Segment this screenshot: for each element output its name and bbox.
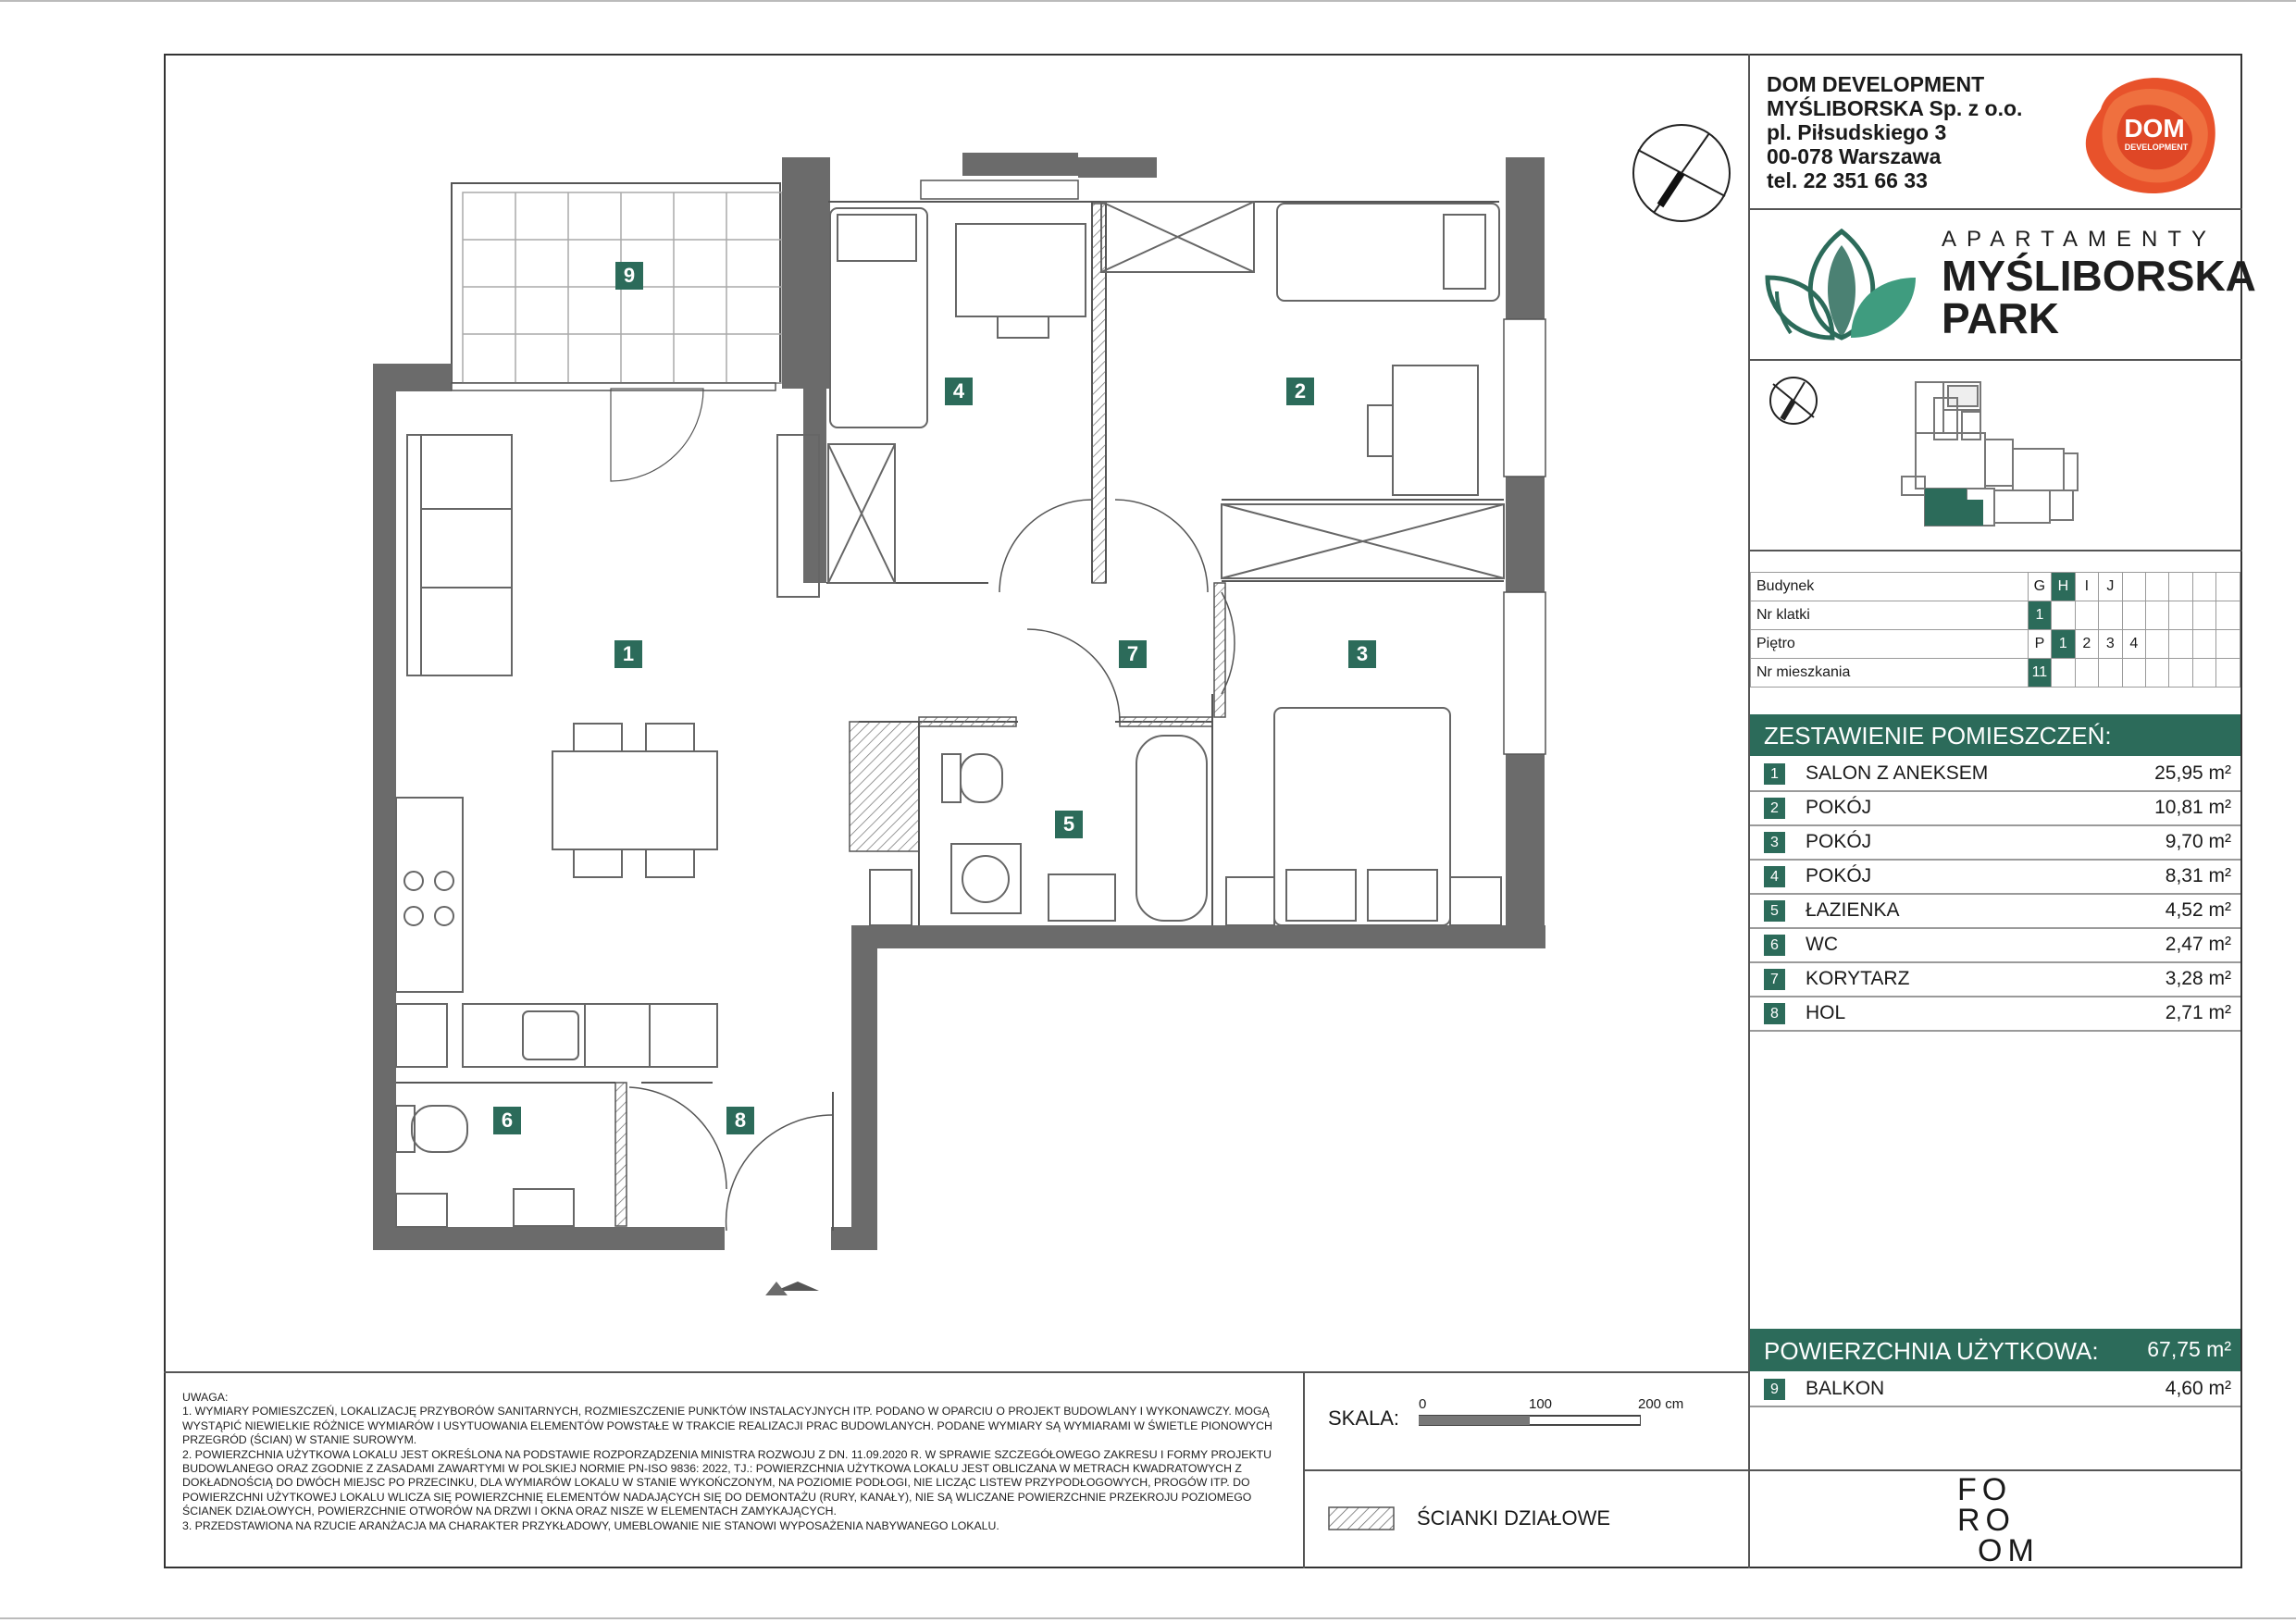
building-key-plan <box>1897 375 2082 537</box>
dom-development-logo <box>2082 72 2226 197</box>
balcony-row <box>1750 1372 2240 1407</box>
info-cell <box>2052 601 2075 630</box>
info-cell: G <box>2028 573 2051 601</box>
info-cell <box>2146 659 2169 688</box>
room-tag-7: 7 <box>1119 640 1147 668</box>
info-cell: P <box>2028 630 2051 659</box>
room-tag-1: 1 <box>614 640 642 668</box>
info-cell <box>2146 601 2169 630</box>
notes-block <box>182 1391 1288 1533</box>
north-compass-icon <box>1631 122 1732 224</box>
room-name: POKÓJ <box>1806 865 1872 886</box>
info-cell <box>2216 659 2240 688</box>
scale-tick-100: 100 <box>1529 1396 1553 1412</box>
room-tag-5: 5 <box>1055 811 1083 838</box>
room-row <box>1750 791 2240 826</box>
room-tag-6: 6 <box>493 1107 521 1134</box>
bottom-rule <box>0 1617 2296 1619</box>
room-name: POKÓJ <box>1806 797 1872 818</box>
info-cell <box>2146 630 2169 659</box>
scale-tick-0: 0 <box>1419 1396 1427 1412</box>
apartment-info-table <box>1750 572 2240 688</box>
scale-bar <box>1419 1414 1641 1427</box>
info-cell: H <box>2052 573 2075 601</box>
room-row <box>1750 997 2240 1032</box>
info-cell <box>2122 659 2145 688</box>
info-cell <box>2169 659 2192 688</box>
room-area: 9,70 m² <box>2165 831 2231 852</box>
info-cell <box>2099 601 2122 630</box>
info-row-label: Budynek <box>1751 573 2029 601</box>
developer-info <box>1767 72 2022 192</box>
room-row <box>1750 928 2240 963</box>
partition-wall-swatch <box>1328 1506 1395 1530</box>
scale-label: SKALA: <box>1328 1406 1400 1430</box>
info-cell <box>2169 601 2192 630</box>
info-cell <box>2216 630 2240 659</box>
info-cell <box>2146 573 2169 601</box>
info-cell: 11 <box>2028 659 2051 688</box>
info-cell <box>2122 573 2145 601</box>
balcony-area: 4,60 m² <box>2165 1378 2231 1399</box>
room-tag-9: 9 <box>615 262 643 290</box>
note-item-2: 2. POWIERZCHNIA UŻYTKOWA LOKALU JEST OKREŚLONA NA PODSTAWIE ROZPORZĄDZENIA MINISTRA ROZWOJU Z DN. 11.09.2020 R. W SPRAWIE SZCZEGÓŁOWEGO ZAKRESU I FORMY PROJEKTU BUDOWLANEGO ORAZ ZGODNIE Z ZASADAMI ZAWARTYMI W POLSKIEJ NORMIE PN-ISO 9836: 2022, TJ.: POWIERZCHNIA UŻYTKOWA LOKALU JEST OBLICZANA W METRACH KWADRATOWYCH Z DOKŁADNOŚCIĄ DO DWÓCH MIEJSC PO PRZECINKU, DLA WYMIARÓW LOKALU W STANIE WYKOŃCZONYM, NA POZIOMIE PODŁOGI, NIE LICZĄC LISTEW PRZYPODŁOGOWYCH, PROGÓW ITP. DO POWIERZCHNI UŻYTKOWEJ LOKALU WLICZA SIĘ POWIERZCHNIĘ ELEMENTÓW NADAJĄCYCH SIĘ DO DEMONTAŻU (RURY, KANAŁY), NIE SĄ WLICZANE POWIERZCHNIE PRZEKROJU POZIOMEGO ŚCIANEK DZIAŁOWYCH, POWIERZCHNIE OTWORÓW NA DRZWI I OKNA ORAZ NISZE W ELEMENTACH ZAMYKAJĄCYCH. <box>182 1447 1272 1518</box>
room-number: 2 <box>1764 798 1785 819</box>
room-row <box>1750 894 2240 929</box>
note-item-1: 1. WYMIARY POMIESZCZEŃ, LOKALIZACJĘ PRZYBORÓW SANITARNYCH, ROZMIESZCZENIE PUNKTÓW INSTALACYJNYCH ITP. PODANO W OPARCIU O PROJEKT BUDOWLANY I WYKONAWCZY. MOGĄ WYSTĄPIĆ NIEWIELKIE RÓŻNICE WYMIARÓW I USYTUOWANIA ELEMENTÓW POWSTAŁE W TRAKCIE REALIZACJI PRAC BUDOWLANYCH. PODANE WYMIARY SĄ WYMIARAMI W ŚWIETLE PIONOWYCH PRZEGRÓD (ŚCIAN) W STANIE SUROWYM. <box>182 1405 1272 1447</box>
room-tag-3: 3 <box>1348 640 1376 668</box>
developer-company: MYŚLIBORSKA Sp. z o.o. <box>1767 96 2023 120</box>
project-line3: PARK <box>1942 294 2059 342</box>
info-row <box>1751 630 2240 659</box>
room-number: 4 <box>1764 866 1785 887</box>
scale-tick-200: 200 cm <box>1638 1396 1684 1412</box>
developer-city: 00-078 Warszawa <box>1767 144 1942 168</box>
info-cell <box>2052 659 2075 688</box>
header-divider <box>1748 208 2242 210</box>
total-area-value: 67,75 m² <box>2147 1337 2231 1361</box>
info-cell: 4 <box>2122 630 2145 659</box>
room-tag-4: 4 <box>945 378 973 405</box>
info-cell <box>2216 573 2240 601</box>
notes-divider <box>164 1371 1749 1373</box>
room-number: 7 <box>1764 969 1785 990</box>
info-row-label: Piętro <box>1751 630 2029 659</box>
room-area: 2,47 m² <box>2165 934 2231 955</box>
room-row <box>1750 757 2240 792</box>
room-row <box>1750 860 2240 895</box>
notes-title: UWAGA: <box>182 1391 229 1404</box>
room-name: POKÓJ <box>1806 831 1872 852</box>
room-number: 5 <box>1764 900 1785 922</box>
room-area: 4,52 m² <box>2165 899 2231 921</box>
logo-bottom-text: DEVELOPMENT <box>2124 142 2189 152</box>
total-area-bar <box>1750 1329 2240 1371</box>
logo-divider <box>1748 359 2242 361</box>
project-line2: MYŚLIBORSKA <box>1942 252 2256 300</box>
keyplan-divider <box>1748 550 2242 551</box>
info-cell <box>2216 601 2240 630</box>
developer-name: DOM DEVELOPMENT <box>1767 72 1985 96</box>
room-name: WC <box>1806 934 1838 955</box>
foroom-line1: FO <box>1957 1472 2013 1507</box>
info-cell <box>2122 601 2145 630</box>
room-name: HOL <box>1806 1002 1846 1023</box>
info-cell: I <box>2075 573 2098 601</box>
foroom-logo <box>1957 1472 2040 1568</box>
info-row-label: Nr klatki <box>1751 601 2029 630</box>
info-cell: J <box>2099 573 2122 601</box>
room-name: SALON Z ANEKSEM <box>1806 762 1989 784</box>
room-number: 3 <box>1764 832 1785 853</box>
compass-small-icon <box>1768 375 1819 427</box>
room-number: 8 <box>1764 1003 1785 1024</box>
developer-phone: tel. 22 351 66 33 <box>1767 168 1928 192</box>
note-item-3: 3. PRZEDSTAWIONA NA RZUCIE ARANŻACJA MA CHARAKTER PRZYKŁADOWY, UMEBLOWANIE NIE STANOWI WYPOSAŻENIA NABYWANEGO LOKALU. <box>182 1518 999 1532</box>
info-cell <box>2169 573 2192 601</box>
balcony-number: 9 <box>1764 1379 1785 1400</box>
balcony-name: BALKON <box>1806 1378 1885 1399</box>
rooms-summary-title: ZESTAWIENIE POMIESZCZEŃ: <box>1764 722 2112 750</box>
info-cell: 1 <box>2028 601 2051 630</box>
info-row <box>1751 601 2240 630</box>
room-tag-8: 8 <box>726 1107 754 1134</box>
logo-top-text: DOM <box>2124 114 2185 142</box>
info-row <box>1751 659 2240 688</box>
rooms-summary-header <box>1750 714 2240 756</box>
project-name <box>1942 227 2256 342</box>
room-name: ŁAZIENKA <box>1806 899 1900 921</box>
leaf-logo-icon <box>1763 227 1920 342</box>
info-cell <box>2192 630 2215 659</box>
room-number: 6 <box>1764 935 1785 956</box>
info-cell <box>2192 573 2215 601</box>
info-cell <box>2169 630 2192 659</box>
info-row <box>1751 573 2240 601</box>
info-cell: 1 <box>2052 630 2075 659</box>
room-tag-2: 2 <box>1286 378 1314 405</box>
info-cell: 2 <box>2075 630 2098 659</box>
room-area: 8,31 m² <box>2165 865 2231 886</box>
room-row <box>1750 825 2240 861</box>
room-row <box>1750 962 2240 997</box>
room-area: 10,81 m² <box>2154 797 2231 818</box>
room-name: KORYTARZ <box>1806 968 1910 989</box>
project-line1: APARTAMENTY <box>1942 227 2217 252</box>
info-cell <box>2099 659 2122 688</box>
room-area: 25,95 m² <box>2154 762 2231 784</box>
room-area: 3,28 m² <box>2165 968 2231 989</box>
foroom-line2: RO <box>1957 1503 2016 1538</box>
info-cell: 3 <box>2099 630 2122 659</box>
scale-legend-divider <box>1303 1469 2242 1471</box>
info-cell <box>2192 601 2215 630</box>
foroom-line3: OM <box>1978 1533 2040 1568</box>
total-area-label: POWIERZCHNIA UŻYTKOWA: <box>1764 1337 2099 1365</box>
room-area: 2,71 m² <box>2165 1002 2231 1023</box>
partition-wall-label: ŚCIANKI DZIAŁOWE <box>1417 1506 1611 1530</box>
top-rule <box>0 0 2296 2</box>
info-cell <box>2075 601 2098 630</box>
info-cell <box>2075 659 2098 688</box>
floor-plan-drawing <box>361 153 1555 1295</box>
developer-address: pl. Piłsudskiego 3 <box>1767 120 1947 144</box>
info-cell <box>2192 659 2215 688</box>
info-row-label: Nr mieszkania <box>1751 659 2029 688</box>
room-number: 1 <box>1764 763 1785 785</box>
